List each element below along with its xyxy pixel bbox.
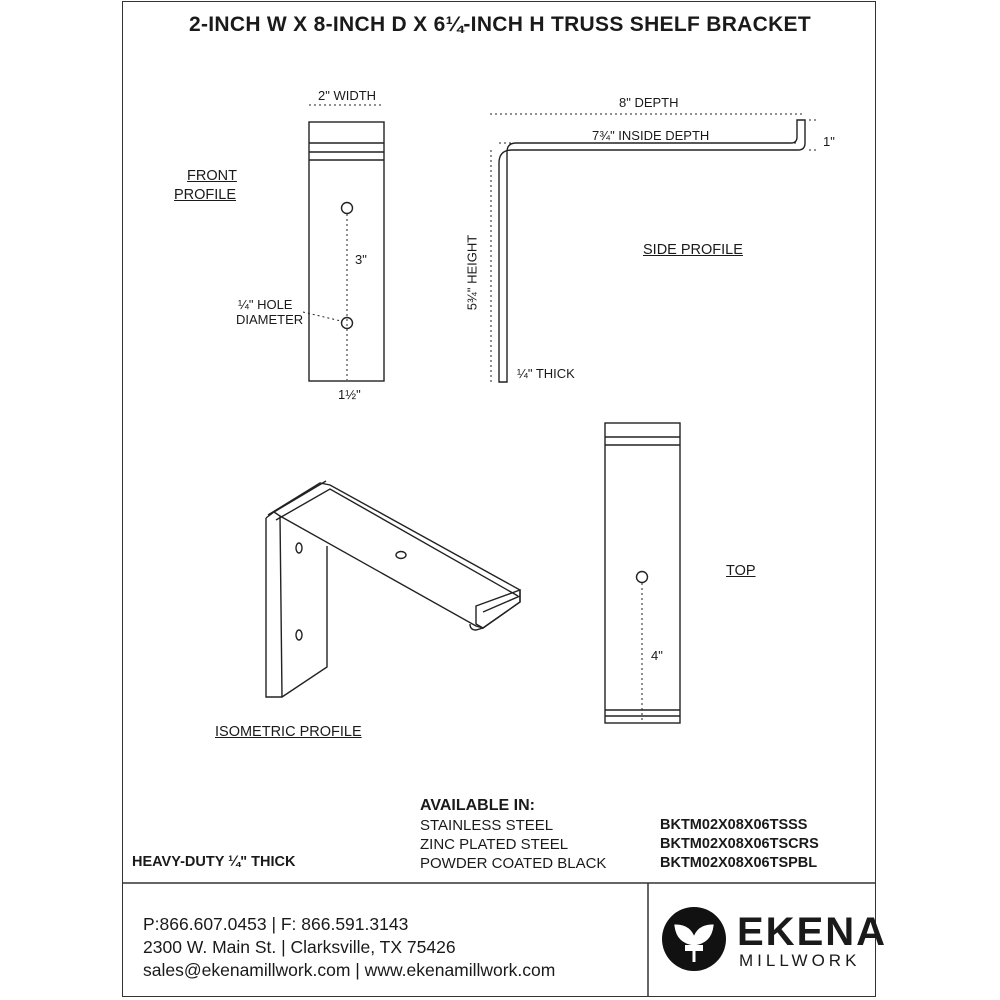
finish-1: STAINLESS STEEL	[420, 817, 554, 834]
sku-3: BKTM02X08X06TSPBL	[660, 855, 818, 871]
front-hole-label-2: DIAMETER	[236, 312, 304, 327]
front-profile-heading-2: PROFILE	[174, 187, 237, 203]
finish-3: POWDER COATED BLACK	[420, 855, 607, 872]
iso-upper-hole	[296, 543, 302, 553]
contact-email-web: sales@ekenamillwork.com | www.ekenamillwork.com	[143, 960, 556, 980]
side-profile-heading: SIDE PROFILE	[643, 242, 743, 258]
side-thick-label: ¼" THICK	[517, 366, 575, 381]
heavy-duty-label: HEAVY-DUTY ¼" THICK	[132, 854, 296, 870]
front-hole-spacing-label: 3"	[355, 252, 367, 267]
front-width-label: 2" WIDTH	[318, 88, 377, 103]
contact-phone-fax: P:866.607.0453 | F: 866.591.3143	[143, 914, 409, 934]
front-top-hole	[342, 203, 353, 214]
side-lip-label: 1"	[823, 134, 835, 149]
top-view-drawing	[605, 423, 680, 723]
isometric-drawing	[266, 481, 520, 697]
side-height-label: 5¾" HEIGHT	[464, 234, 480, 311]
side-depth-label: 8" DEPTH	[619, 95, 679, 110]
side-inside-depth-label: 7¾" INSIDE DEPTH	[592, 128, 710, 143]
finish-2: ZINC PLATED STEEL	[420, 836, 569, 853]
iso-lower-hole	[296, 630, 302, 640]
isometric-heading: ISOMETRIC PROFILE	[215, 724, 362, 740]
contact-address: 2300 W. Main St. | Clarksville, TX 75426	[143, 937, 456, 957]
availability-heading: AVAILABLE IN:	[420, 797, 535, 814]
brand-name: EKENA	[737, 910, 888, 954]
page-title: 2-INCH W X 8-INCH D X 6¼-INCH H TRUSS SHELF BRACKET	[188, 13, 811, 36]
top-view-hole-label: 4"	[651, 648, 663, 663]
front-profile-heading-1: FRONT	[187, 168, 237, 184]
iso-shelf-hole	[396, 552, 406, 559]
top-view-heading: TOP	[726, 563, 756, 579]
leaf-circle-icon	[662, 907, 726, 971]
front-profile-drawing	[303, 105, 384, 381]
front-hole-label-1: ¼" HOLE	[238, 297, 293, 312]
sku-2: BKTM02X08X06TSCRS	[660, 836, 819, 852]
top-view-hole	[637, 572, 648, 583]
front-bottom-label: 1½"	[338, 387, 361, 402]
brand-sub: MILLWORK	[739, 951, 861, 970]
sku-1: BKTM02X08X06TSSS	[660, 817, 808, 833]
